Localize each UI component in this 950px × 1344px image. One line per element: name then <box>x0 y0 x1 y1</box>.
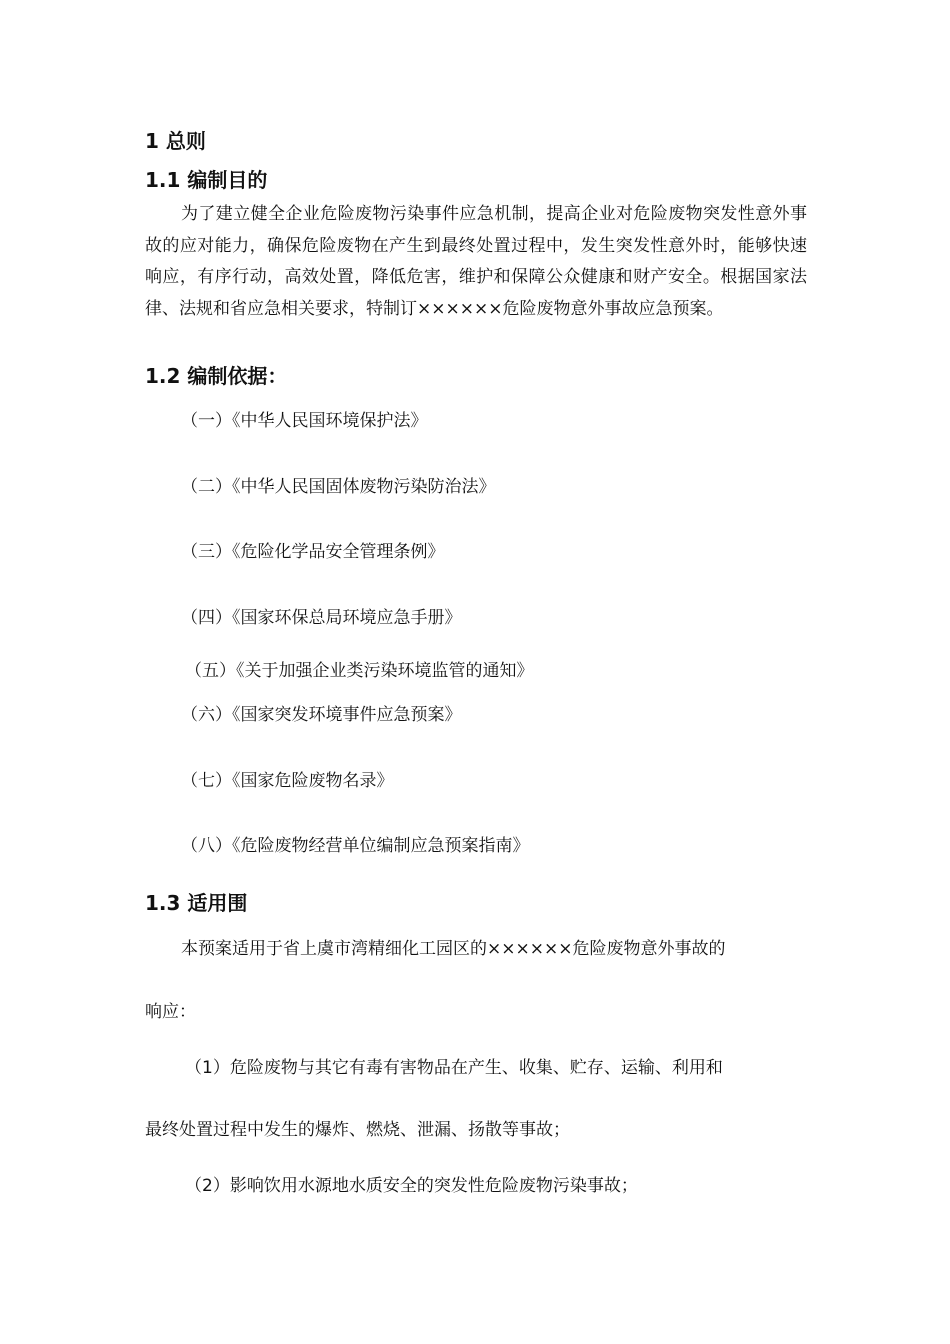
basis-item-2: （二）《中华人民国固体废物污染防治法》 <box>181 477 496 497</box>
heading-purpose: 1.1 编制目的 <box>145 168 268 192</box>
basis-item-5: （五）《关于加强企业类污染环境监管的通知》 <box>185 661 534 681</box>
scope-item-1-line-2: 最终处置过程中发生的爆炸、燃烧、泄漏、扬散等事故； <box>145 1120 570 1140</box>
scope-item-1-line-1: （1）危险废物与其它有毒有害物品在产生、收集、贮存、运输、利用和 <box>185 1058 723 1078</box>
basis-item-1: （一）《中华人民国环境保护法》 <box>181 411 428 431</box>
heading-basis: 1.2 编制依据： <box>145 364 288 388</box>
basis-item-6: （六）《国家突发环境事件应急预案》 <box>181 705 462 725</box>
basis-item-8: （八）《危险废物经营单位编制应急预案指南》 <box>181 836 530 856</box>
basis-item-7: （七）《国家危险废物名录》 <box>181 771 394 791</box>
scope-item-2: （2）影响饮用水源地水质安全的突发性危险废物污染事故； <box>185 1176 638 1196</box>
heading-scope: 1.3 适用围 <box>145 891 248 915</box>
purpose-paragraph: 为了建立健全企业危险废物污染事件应急机制，提高企业对危险废物突发性意外事故的应对能力，确保危险废物在产生到最终处置过程中，发生突发性意外时，能够快速响应，有序行动，高效处置，降低危害，维护和保障公众健康和财产安全。根据国家法律、法规和省应急相关要求，特制订××××××危险废物意外事故应急预案。 <box>145 204 807 319</box>
heading-general-principles: 1 总则 <box>145 129 206 153</box>
basis-item-4: （四）《国家环保总局环境应急手册》 <box>181 608 462 628</box>
scope-intro-line-2: 响应： <box>145 1002 196 1022</box>
basis-item-3: （三）《危险化学品安全管理条例》 <box>181 542 445 562</box>
scope-intro-line-1: 本预案适用于省上虞市湾精细化工园区的××××××危险废物意外事故的 <box>181 939 726 959</box>
